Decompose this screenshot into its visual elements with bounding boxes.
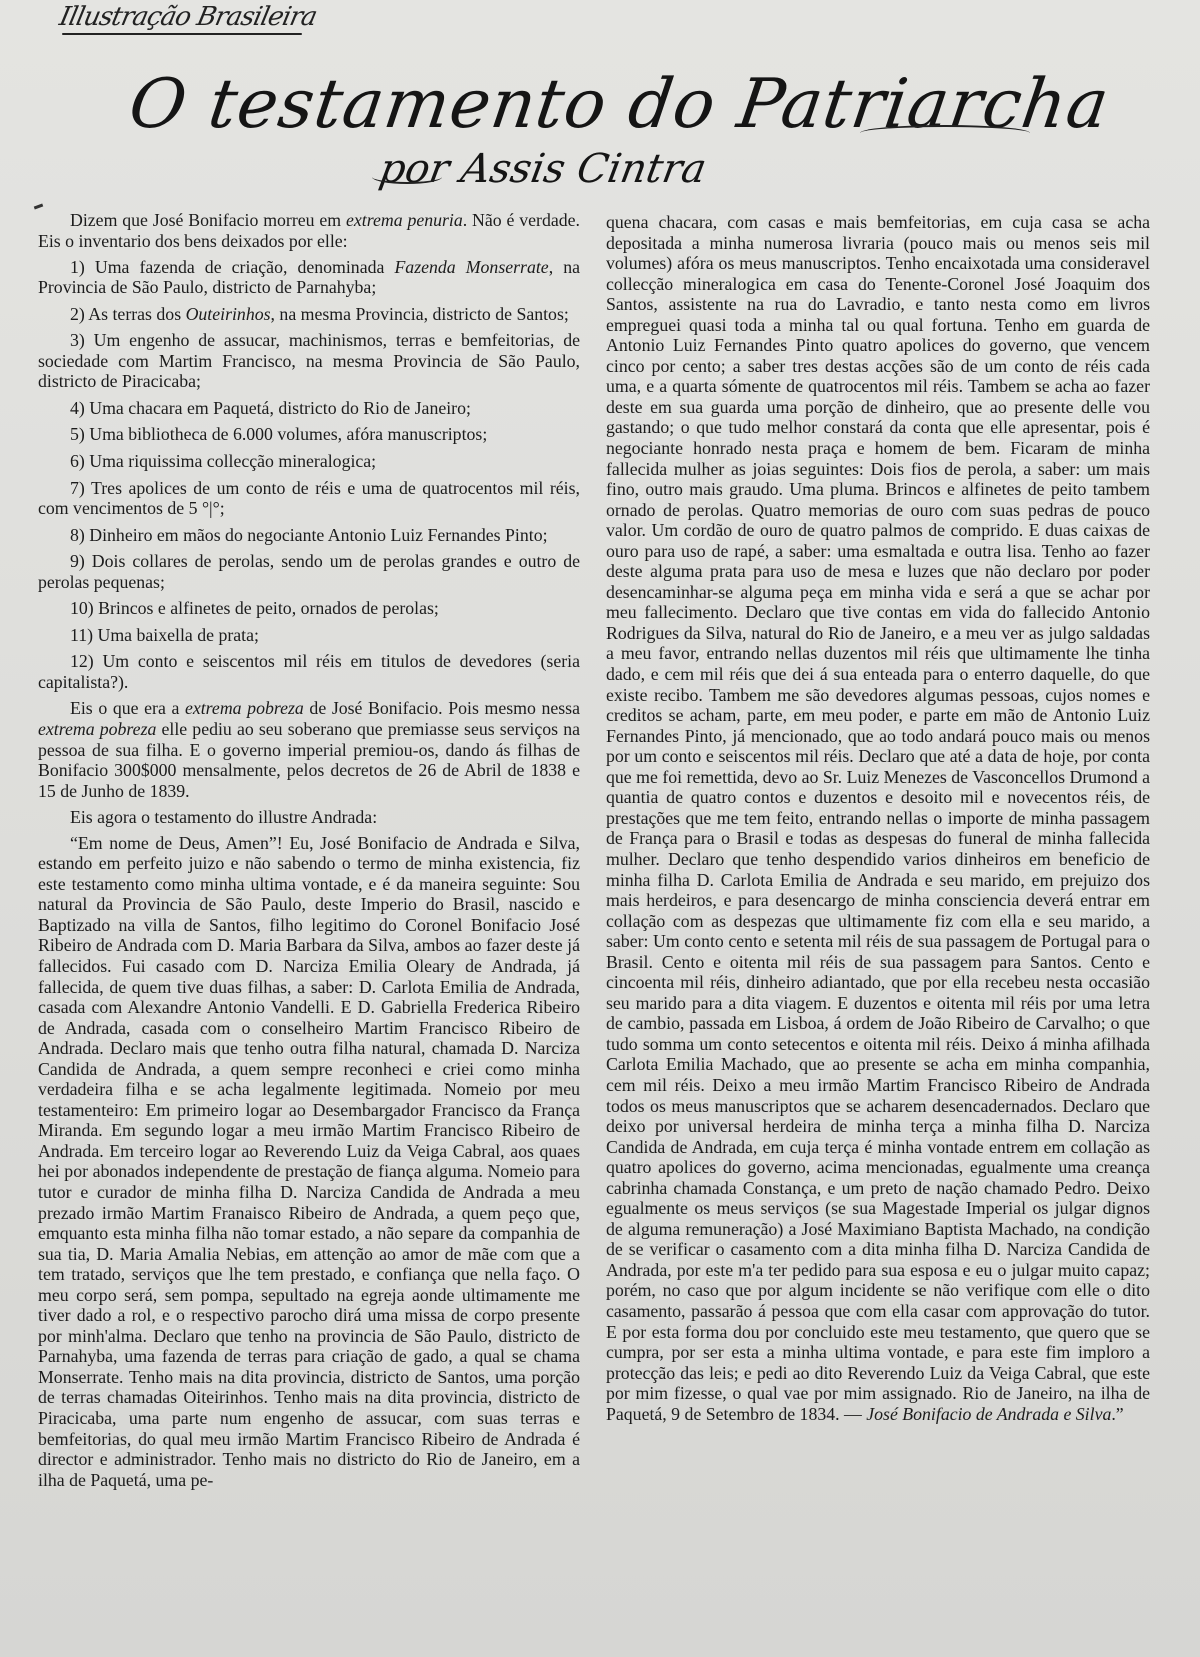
item-text-end: , na mesma Provincia, districto de Santos; <box>270 303 569 324</box>
printer-mark <box>34 204 43 210</box>
inventory-item-2 <box>38 304 580 325</box>
item-text: 1) Uma fazenda de criação, denominada <box>70 256 395 277</box>
item-emphasis: Outeirinhos <box>185 303 271 324</box>
right-column <box>606 212 1150 1424</box>
inventory-item-1 <box>38 257 580 298</box>
paragraph-text: de José Bonifacio. Pois mesmo nessa <box>303 698 580 719</box>
inventory-item-7: 7) Tres apolices de um conto de réis e uma de quatrocentos mil réis, com vencimentos de 5 °|°; <box>38 477 580 519</box>
item-emphasis: Fazenda Monserrate <box>394 256 549 277</box>
masthead: Illustração Brasileira <box>56 2 320 32</box>
testament-body: quena chacara, com casas e mais bemfeitorias, em cuja casa se acha depositada a minha numerosa livraria (pouco mais ou menos seis mil volumes) afóra os meus manuscriptos. Tenho encaixotada uma consideravel collecção mineralogica em casa do Tenente-Coronel José Joaquim dos Santos, assistente na rua do Lavradio, e tanto nesta como em livros empreguei quasi toda a minha tal ou qual fortuna. Tenho em guarda de Antonio Luiz Fernandes Pinto quatro apolices do governo, que vencem cinco por cento; a saber tres destas acções são de um conto de réis cada uma, e a quarta sómente de quatrocentos mil réis. Tambem se acha ao fazer deste em sua guarda uma porção de dinheiro, que ao presente delle vou gastando; o que tudo melhor constará da conta que elle apresentar, pois é negociante honrado nesta praça e homem de bem. Ficaram de minha fallecida mulher as joias seguintes: Dois fios de perola, a saber: um mais fino, outro mais graudo. Uma pluma. Brincos e alfinetes de peito tambem ornado de perolas. Quatro memorias de ouro com suas pedras de pouco valor. Um cordão de ouro de quatro palmos de comprido. E duas caixas de ouro para uso de rapé, a saber: uma esmaltada e outra lisa. Tenho ao fazer deste alguma prata para uso de mesa e luzes que não declaro por poder desencaminhar-se alguma peça em minha vida e será a que se achar por meu fallecimento. Declaro que tive contas em vida do fallecido Antonio Rodrigues da Silva, natural do Rio de Janeiro, e a meu ver as julgo saldadas a meu favor, entrando nellas duzentos mil réis que ultimamente lhe tinha dado, e cem mil réis que dei á sua enteada para o enterro daquelle, do que existe recibo. Tambem me são devedores algumas pessoas, cujos nomes e creditos se acham, parte, em meu poder, e parte em mão de Antonio Luiz Fernandes Pinto, já mencionado, que ao todo andará pouco mais ou menos por um conto e seiscentos mil réis. Declaro que até a data de hoje, por conta que me foi remettida, devo ao Sr. Luiz Menezes de Vasconcellos Drumond a quantia de quatro contos e duzentos e desoito mil e novecentos réis, de prestações que me tem feito, entrando nellas o importe de minha passagem de França para o Brasil e todas as despesas do funeral de minha fallecida mulher. Declaro que tenho despendido varios dinheiros em beneficio de minha filha D. Carlota Emilia de Andrada e seu marido, em prejuizo dos mais herdeiros, e para desencargo de minha consciencia deverá entrar em collação com as despezas que ultimamente fiz com ella e seu marido, a saber: Um conto cento e setenta mil réis de sua passagem de Portugal para o Brasil. Cento e oitenta mil réis de sua passagem para Santos. Cento e cincoenta mil réis, dinheiro adiantado, que por ella recebeu nesta occasião seu marido para a dita viagem. E duzentos e oitenta mil réis por uma letra de cambio, passada em Lisboa, á ordem de João Ribeiro de Carvalho; o que tudo somma um conto setecentos e oitenta mil réis. Deixo á minha afilhada Carlota Emilia Machado, que ao presente se acha em minha companhia, cem mil réis. Deixo a meu irmão Martim Francisco Ribeiro de Andrada todos os meus manuscriptos que se acharem desencadernados. Declaro que deixo por universal herdeira de minha terça a minha filha D. Narciza Candida de Andrada, em cuja terça é minha vontade entrem em collação as quatro apolices do governo, acima mencionadas, egualmente uma creança cabrinha chamada Constança, e um preto de nação chamado Pedro. Deixo egualmente os meus serviços (se sua Magestade Imperial os julgar dignos de alguma remuneração) a José Maximiano Baptista Machado, na condição de se verificar o casamento com a dita minha filha D. Narciza Candida de Andrada, por este m'a ter pedido para sua esposa e eu o julgar muito capaz; porém, no caso que por algum incidente se não verifique com elle o dito casamento, passarão á pessoa que com ella casar com approvação do tutor. E por esta forma dou por concluido este meu testamento, que quero que se cumpra, por ser esta a minha ultima vontade, e para este fim imploro a protecção das leis; e pedi ao dito Reverendo Luiz da Veiga Cabral, que este por mim fizesse, o qual vae por mim assignado. Rio de Janeiro, na ilha de Paquetá, 9 de Setembro de 1834. — <box>606 212 1150 1424</box>
paragraph-emphasis: extrema pobreza <box>184 698 304 719</box>
intro-emphasis: extrema penuria <box>345 210 463 230</box>
paragraph-emphasis: extrema pobreza <box>38 718 157 739</box>
inventory-item-10: 10) Brincos e alfinetes de peito, ornados de perolas; <box>70 598 439 619</box>
item-text-end: , na Provincia de São Paulo, districto de Parnahyba; <box>38 256 580 298</box>
masthead-underline <box>62 33 302 35</box>
closing-quote: .” <box>1111 1403 1124 1424</box>
inventory-item-12: 12) Um conto e seiscentos mil réis em titulos de devedores (seria capitalista?). <box>38 651 580 692</box>
article-title: O testamento do Patriarcha <box>124 65 1115 144</box>
byline-flourish <box>372 170 442 184</box>
inventory-item-4: 4) Uma chacara em Paquetá, districto do Rio de Janeiro; <box>70 397 471 418</box>
poverty-paragraph <box>38 698 580 801</box>
title-flourish <box>860 125 1030 141</box>
inventory-item-8: 8) Dinheiro em mãos do negociante Antonio Luiz Fernandes Pinto; <box>70 524 548 545</box>
testament-continuation <box>606 212 1150 1424</box>
intro-text: Dizem que José Bonifacio morreu em <box>70 210 346 230</box>
item-text: 2) As terras dos <box>70 303 186 324</box>
inventory-item-6: 6) Uma riquissima collecção mineralogica; <box>70 450 377 471</box>
testament-text: “Em nome de Deus, Amen”! Eu, José Bonifacio de Andrada e Silva, estando em perfeito juizo e não sabendo o termo de minha existencia, fiz este testamento como minha ultima vontade, e é da maneira seguinte: Sou natural da Provincia de São Paulo, deste Imperio do Brasil, nascido e Baptizado na villa de Santos, filho legitimo do Coronel Bonifacio José Ribeiro de Andrada com D. Maria Barbara da Silva, ambos ao fazer deste já fallecidos. Fui casado com D. Narciza Emilia Oleary de Andrada, já fallecida, de quem tive duas filhas, a saber: D. Carlota Emilia de Andrada, casada com Alexandre Antonio Vandelli. E D. Gabriella Frederica Ribeiro de Andrada, casada com o conselheiro Martim Francisco Ribeiro de Andrada. Declaro mais que tenho outra filha natural, chamada D. Narciza Candida de Andrada, a quem sempre reconheci e criei como minha verdadeira filha e se acha legalmente legitimada. Nomeio por meu testamenteiro: Em primeiro logar ao Desembargador Francisco da França Miranda. Em segundo logar a meu irmão Martim Francisco Ribeiro de Andrada. Em terceiro logar ao Reverendo Luiz da Veiga Cabral, aos quaes hei por abonados independente de prestação de fiança alguma. Nomeio para tutor e curador de minha filha D. Narciza Candida de Andrada a meu prezado irmão Martim Franaisco Ribeiro de Andrada, a quem peço que, emquanto esta minha filha não tomar estado, a não separe da companhia de sua tia, D. Maria Amalia Nebias, em attenção ao amor de mãe com que a tem tratado, serviços que lhe tem prestado, e confiança que nella faço. O meu corpo será, sem pompa, sepultado na egreja aonde ultimamente me tiver dado a rol, e o respectivo parocho dirá uma missa de corpo presente por minh'alma. Declaro que tenho na provincia de São Paulo, districto de Parnahyba, uma fazenda de terras para criação de gado, a qual se chama Monserrate. Tenho mais na dita provincia, districto de Santos, uma porção de terras chamadas Oiteirinhos. Tenho mais na dita provincia, districto de Piracicaba, uma parte num engenho de assucar, com suas terras e bemfeitorias, do qual meu irmão Martim Francisco Ribeiro de Andrada é director e administrador. Tenho mais no districto do Rio de Janeiro, em a ilha de Paquetá, uma pe- <box>38 832 580 1490</box>
intro-text-end: . Não é verdade. Eis o inventario dos bens deixados por elle: <box>38 210 580 251</box>
intro-paragraph <box>38 210 580 251</box>
testament-lead: Eis agora o testamento do illustre Andrada: <box>70 806 378 827</box>
article-byline: por Assis Cintra <box>375 146 710 192</box>
inventory-item-3: 3) Um engenho de assucar, machinismos, terras e bemfeitorias, de sociedade com Martim Francisco, na mesma Provincia de São Paulo, districto de Piracicaba; <box>38 330 580 392</box>
paragraph-text-end: elle pediu ao seu soberano que premiasse seus serviços na pessoa de sua filha. E o governo imperial premiou-os, dando ás filhas de Bonifacio 300$000 mensalmente, pelos decretos de 26 de Abril de 1838 e 15 de Junho de 1839. <box>38 718 580 801</box>
paragraph-text: Eis o que era a <box>70 698 185 719</box>
inventory-item-9: 9) Dois collares de perolas, sendo um de perolas grandes e outro de perolas pequenas; <box>38 551 580 592</box>
inventory-item-5: 5) Uma bibliotheca de 6.000 volumes, afóra manuscriptos; <box>70 424 488 445</box>
left-column <box>38 210 580 1490</box>
testator-signature: José Bonifacio de Andrada e Silva <box>866 1403 1112 1424</box>
inventory-item-11: 11) Uma baixella de prata; <box>70 624 259 645</box>
